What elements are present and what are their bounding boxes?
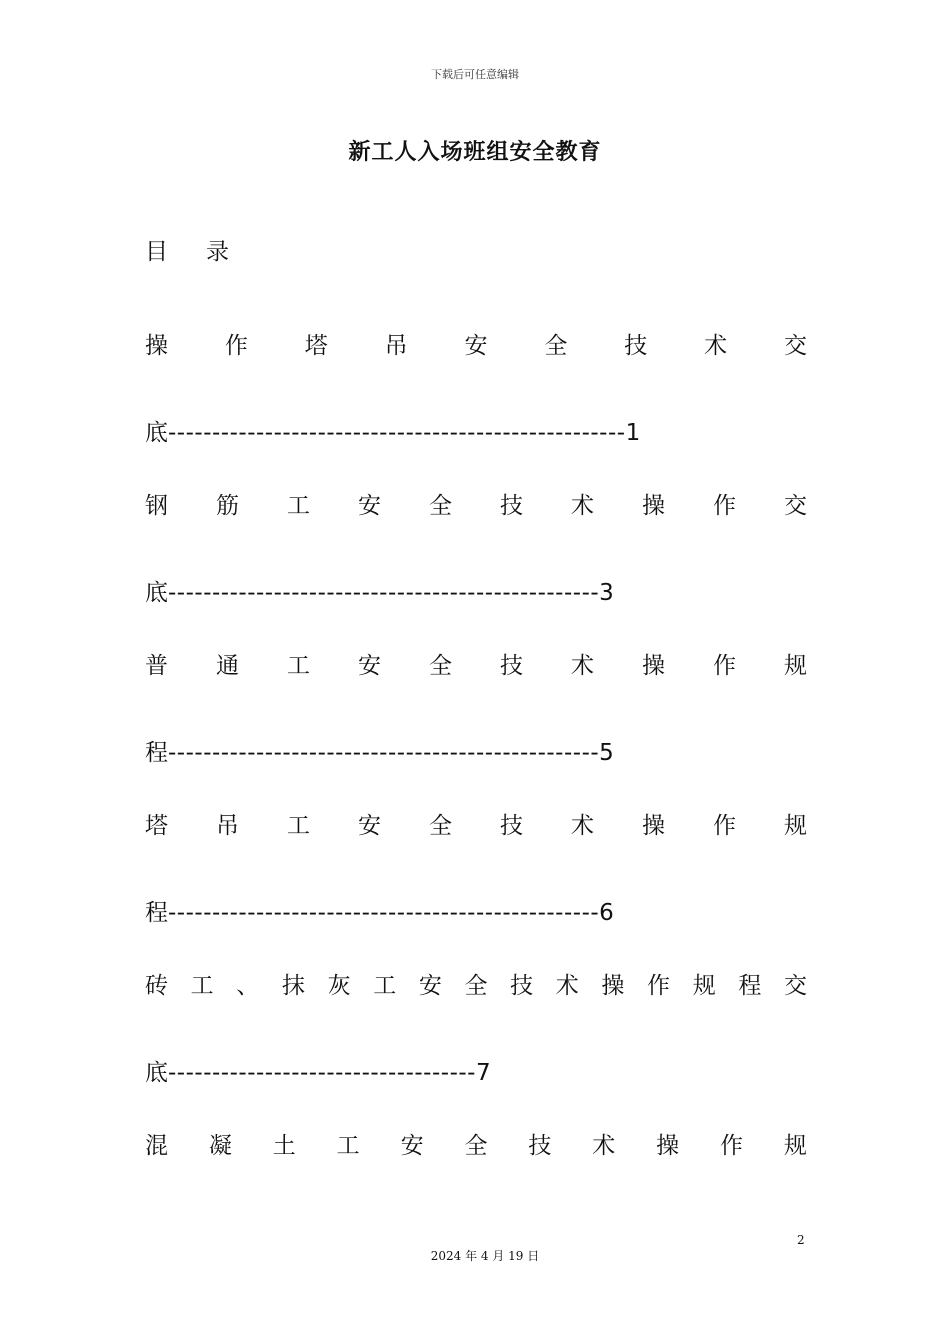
toc-entry-2-title[interactable]: 钢 筋 工 安 全 技 术 操 作 交 (145, 493, 807, 519)
toc-leader-dashes: ------------------------------------------------- (168, 900, 600, 926)
toc-leader-dashes: ------------------------------------------------- (168, 580, 600, 606)
toc-entry-6-title[interactable]: 混 凝 土 工 安 全 技 术 操 作 规 (145, 1133, 807, 1159)
toc-leader-dashes: ---------------------------------------------------- (168, 420, 626, 446)
toc-entry-4-title[interactable]: 塔 吊 工 安 全 技 术 操 作 规 (145, 813, 807, 839)
toc-entry-1-leader[interactable]: 底----------------------------------------------------1 (145, 420, 641, 446)
footer-date: 2024 年 4 月 19 日 (430, 1249, 540, 1263)
toc-page-number: 3 (599, 580, 614, 606)
toc-entry-2-leader[interactable]: 底-------------------------------------------------3 (145, 580, 614, 606)
toc-entry-3-title[interactable]: 普 通 工 安 全 技 术 操 作 规 (145, 653, 807, 679)
toc-entry-4-leader[interactable]: 程-------------------------------------------------6 (145, 900, 614, 926)
toc-entry-3-leader[interactable]: 程-------------------------------------------------5 (145, 740, 614, 766)
toc-entry-1-title[interactable]: 操 作 塔 吊 安 全 技 术 交 (145, 333, 807, 359)
toc-page-number: 1 (625, 420, 641, 446)
toc-leader-dashes: ------------------------------------------------- (168, 740, 600, 766)
toc-leader-dashes: ----------------------------------- (168, 1060, 476, 1086)
toc-page-number: 7 (475, 1060, 491, 1086)
toc-entry-5-title[interactable]: 砖 工 、 抹 灰 工 安 全 技 术 操 作 规 程 交 (145, 973, 807, 999)
header-note: 下载后可任意编辑 (431, 68, 519, 81)
page-number: 2 (797, 1233, 805, 1247)
toc-page-number: 6 (599, 900, 614, 926)
document-title: 新工人入场班组安全教育 (348, 140, 602, 165)
toc-heading: 目录 (145, 239, 267, 265)
toc-page-number: 5 (599, 740, 614, 766)
toc-entry-5-leader[interactable]: 底-----------------------------------7 (145, 1060, 491, 1086)
